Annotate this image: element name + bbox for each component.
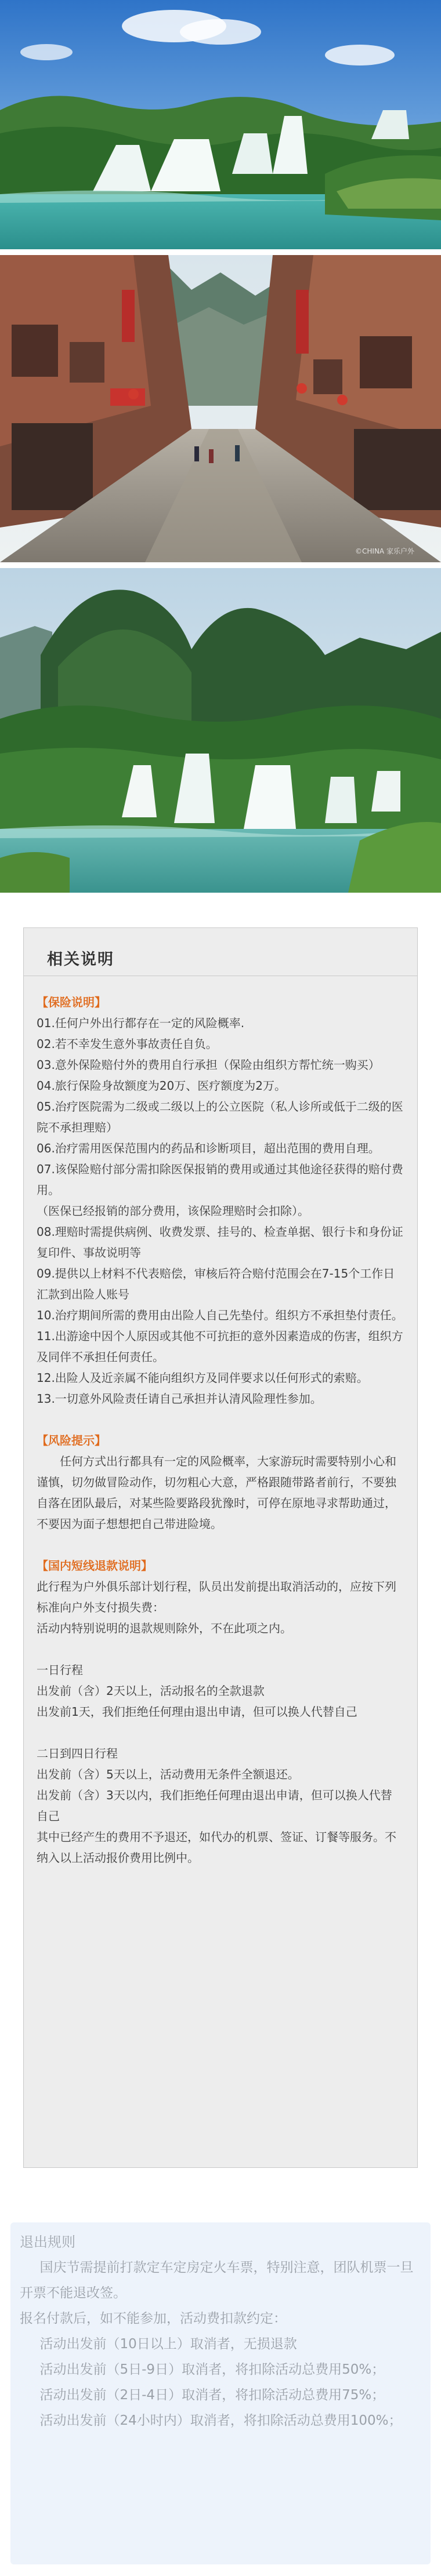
multi-day-line: 其中已经产生的费用不予退还，如代办的机票、签证、订餐等服务。不纳入以上活动报价费用比例中。 [37,1830,396,1865]
multi-day-line: 出发前（含）5天以上，活动费用无条件全额退还。 [37,1767,299,1781]
insurance-item: 06.治疗需用医保范围内的药品和诊断项目，超出范围的费用自理。 [37,1141,380,1155]
insurance-item: 08.理赔时需提供病例、收费发票、挂号的、检查单据、银行卡和身份证复印件、事故说明等 [37,1225,403,1260]
insurance-item: 13.一切意外风险责任请自己承担并认清风险理性参加。 [37,1392,322,1406]
refund-line: 报名付款后，如不能参加，活动费扣款约定： [20,2311,287,2326]
risk-heading: 【风险提示】 [37,1433,106,1447]
risk-text: 任何方式出行都具有一定的风险概率，大家游玩时需要特别小心和谨慎，切勿做冒险动作，切勿粗心大意，严格跟随带路者前行，不要独自落在团队最后，对某些险要路段犹豫时，可停在原地寻求帮助通过，不要因为面子想想把自己带进险境。 [37,1454,396,1531]
insurance-item: 01.任何户外出行都存在一定的风险概率. [37,1016,245,1030]
refund-line: 国庆节需提前打款定车定房定火车票，特别注意，团队机票一旦开票不能退改签。 [20,2260,414,2301]
notes-body [37,992,403,1868]
insurance-item: 05.治疗医院需为二级或二级以上的公立医院（私人诊所或低于二级的医院不承担理赔） [37,1100,403,1134]
insurance-heading: 【保险说明】 [37,995,106,1009]
photo-watermark: ©CHINA 家乐户外 [355,547,414,555]
insurance-item: 07.该保险赔付部分需扣除医保报销的费用或通过其他途径获得的赔付费用。 [37,1162,403,1197]
refund-section [0,2203,441,2576]
insurance-item: （医保已经报销的部分费用，该保险理赔时会扣除）。 [37,1204,309,1218]
domestic-intro: 此行程为户外俱乐部计划行程，队员出发前提出取消活动的，应按下列标准向户外支付损失费： [37,1580,396,1614]
domestic-intro: 活动内特别说明的退款规则除外，不在此项之内。 [37,1621,292,1635]
insurance-item: 10.治疗期间所需的费用由出险人自己先垫付。组织方不承担垫付责任。 [37,1308,403,1322]
insurance-item: 03.意外保险赔付外的费用自行承担（保险由组织方帮忙统一购买） [37,1058,380,1072]
insurance-item: 04.旅行保险身故额度为20万、医疗额度为2万。 [37,1079,286,1093]
insurance-item: 02.若不幸发生意外事故责任自负。 [37,1037,218,1051]
notes-title: 相关说明 [47,951,114,969]
multi-day-line: 出发前（含）3天以内，我们拒绝任何理由退出申请，但可以换人代替自己 [37,1788,392,1823]
refund-line: 活动出发前（5日-9日）取消者，将扣除活动总费用50%； [39,2362,385,2377]
one-day-title: 一日行程 [37,1663,83,1677]
refund-body [20,2229,421,2433]
multi-day-title: 二日到四日行程 [37,1747,118,1760]
refund-card [10,2222,431,2564]
insurance-item: 11.出游途中因个人原因或其他不可抗拒的意外因素造成的伤害，组织方及同伴不承担任何责任。 [37,1329,403,1364]
photo-old-street [0,255,441,562]
refund-line: 活动出发前（2日-4日）取消者，将扣除活动总费用75%； [39,2388,385,2403]
notes-card [23,927,418,2168]
one-day-line: 出发前1天，我们拒绝任何理由退出申请，但可以换人代替自己 [37,1705,357,1719]
refund-line: 活动出发前（24小时内）取消者，将扣除活动总费用100%； [39,2413,402,2428]
refund-title: 退出规则 [20,2234,75,2250]
notes-section [0,904,441,2185]
photo-waterfall-landscape [0,0,441,249]
refund-line: 活动出发前（10日以上）取消者，无损退款 [39,2337,297,2352]
photo-mountain-waterfall [0,568,441,893]
domestic-heading: 【国内短线退款说明】 [37,1559,153,1573]
insurance-item: 09.提供以上材料不代表赔偿，审核后符合赔付范围会在7-15个工作日汇款到出险人账号 [37,1267,395,1301]
insurance-item: 12.出险人及近亲属不能向组织方及同伴要求以任何形式的索赔。 [37,1371,368,1385]
one-day-line: 出发前（含）2天以上，活动报名的全款退款 [37,1684,265,1698]
